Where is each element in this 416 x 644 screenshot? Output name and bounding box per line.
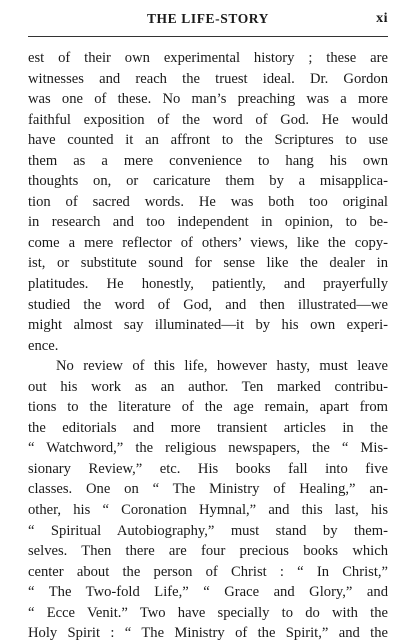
- text-line: “ Watchword,” the religious newspapers, the “ Mis-: [28, 440, 388, 457]
- text-line: classes. One on “ The Ministry of Healing,” an-: [28, 481, 388, 498]
- paragraph-1: [28, 48, 388, 356]
- text-line: tion of sacred words. He was both too original: [28, 193, 388, 210]
- text-line: “ Spiritual Autobiography,” must stand by them-: [28, 522, 388, 539]
- running-title: THE LIFE-STORY: [146, 11, 270, 26]
- text-line: was one of these. No man’s preaching was a more: [28, 91, 388, 108]
- header-rule: [28, 36, 388, 37]
- text-line: ist, or substitute sound for sense like the dealer in: [28, 255, 388, 272]
- text-line: might almost say illuminated—it by his own experi-: [28, 317, 388, 334]
- text-line: out his work as an author. Ten marked contribu-: [28, 378, 388, 395]
- text-line: studied the word of God, and then illustrated—we: [28, 296, 388, 313]
- body-text: [28, 48, 388, 644]
- text-line: est of their own experimental history ; these are: [28, 50, 388, 66]
- text-line: platitudes. He honestly, patiently, and prayerfully: [28, 276, 388, 293]
- text-line: have counted it an affront to the Scriptures to use: [28, 132, 388, 149]
- running-head: [28, 11, 388, 31]
- text-line: No review of this life, however hasty, must leave: [56, 358, 388, 375]
- text-line: “ Ecce Venit.” Two have specially to do with the: [28, 604, 388, 621]
- text-line: faithful exposition of the word of God. He would: [28, 111, 388, 128]
- text-line: selves. Then there are four precious books which: [28, 543, 388, 560]
- page-number: xi: [376, 11, 388, 26]
- text-line: sionary Review,” etc. His books fall into five: [28, 460, 388, 477]
- text-line: tions to the literature of the age remain, apart from: [28, 399, 388, 416]
- text-line: other, his “ Coronation Hymnal,” and this last, his: [28, 502, 388, 519]
- text-line: come a mere reflector of others’ views, like the copy-: [28, 234, 388, 251]
- paragraph-2: [28, 356, 388, 644]
- text-line: “ The Two-fold Life,” “ Grace and Glory,” and: [28, 584, 388, 601]
- text-line: witnesses and reach the truest ideal. Dr. Gordon: [28, 70, 388, 87]
- text-line: thoughts on, or caricature them by a misapplica-: [28, 173, 388, 190]
- text-line: the editorials and more transient articles in the: [28, 419, 388, 436]
- text-line: in research and too independent in opinion, to be-: [28, 214, 388, 231]
- text-line: center about the person of Christ : “ In Christ,”: [28, 563, 388, 580]
- text-line: ence.: [28, 337, 59, 354]
- text-line: them as a mere convenience to hang his own: [28, 152, 388, 169]
- text-line: Holy Spirit : “ The Ministry of the Spirit,” and the: [28, 625, 388, 642]
